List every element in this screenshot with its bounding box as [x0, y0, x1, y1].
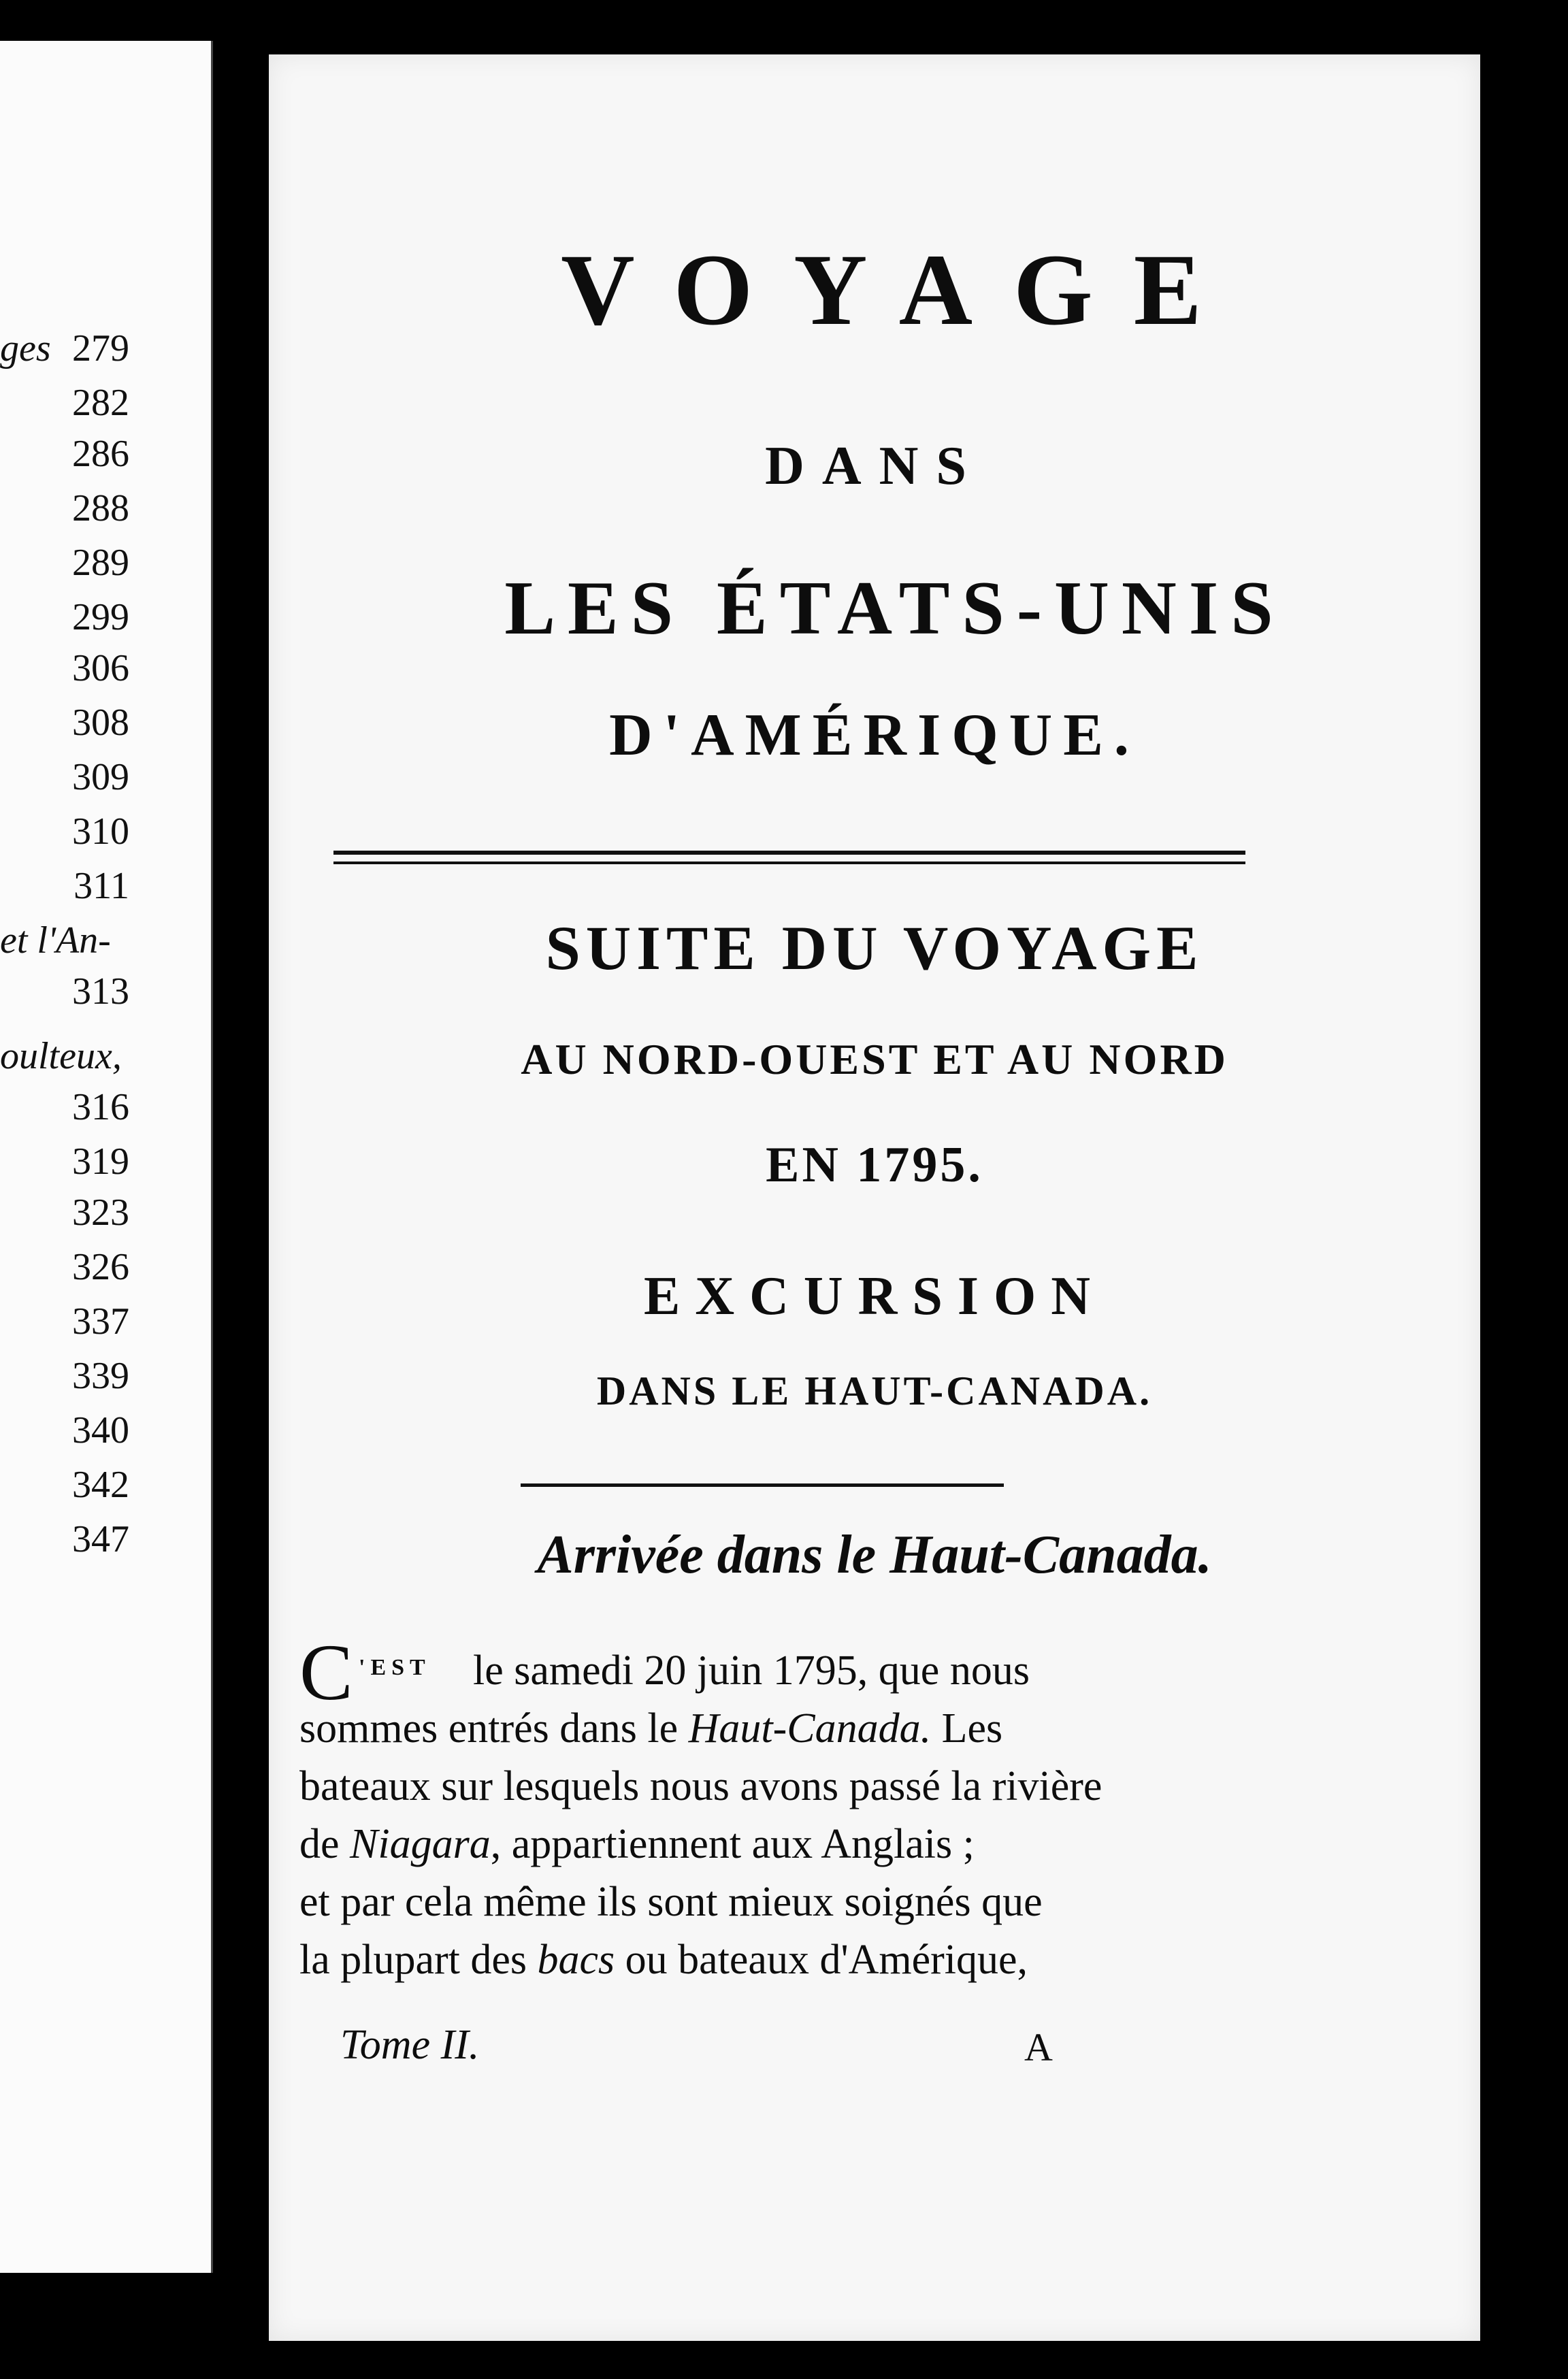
left-page-number: 316 — [72, 1086, 129, 1128]
body-italic-word: bacs — [537, 1937, 615, 1983]
double-rule-divider — [333, 851, 1245, 864]
body-text: Les — [931, 1705, 1003, 1752]
subtitle-haut-canada: DANS LE HAUT-CANADA. — [596, 1368, 1153, 1413]
main-title-etats-unis: LES ÉTATS-UNIS — [504, 566, 1286, 651]
left-page-number: 319 — [72, 1141, 129, 1183]
body-line — [473, 1647, 1222, 1695]
left-page-number: 347 — [72, 1518, 129, 1560]
body-text: la plupart des — [299, 1937, 538, 1983]
left-fragment-ges: ges — [0, 327, 51, 370]
left-page-number: 310 — [72, 810, 129, 853]
main-title-voyage: VOYAGE — [561, 233, 1243, 346]
short-rule-divider — [521, 1483, 1004, 1487]
left-page-number: 288 — [72, 487, 129, 529]
drop-cap: C — [299, 1628, 353, 1717]
left-facing-page — [0, 41, 213, 2273]
body-text: , appartiennent aux Anglais ; — [490, 1821, 975, 1867]
body-line: bateaux sur lesquels nous avons passé la rivière — [299, 1763, 1102, 1809]
left-page-number: 286 — [72, 433, 129, 475]
left-page-number: 339 — [72, 1355, 129, 1397]
left-page-number: 308 — [72, 702, 129, 744]
subtitle-excursion: EXCURSION — [643, 1266, 1106, 1326]
body-line — [299, 1936, 1225, 1984]
body-text: le samedi 20 juin 1795, que nous — [473, 1647, 1030, 1694]
left-fragment-et-an: et l'An- — [0, 919, 111, 962]
title-page — [269, 54, 1480, 2341]
body-line — [299, 1705, 1225, 1753]
left-page-number: 342 — [72, 1464, 129, 1506]
main-title-amerique: D'AMÉRIQUE. — [609, 702, 1140, 768]
left-page-number: 309 — [72, 756, 129, 798]
left-page-number: 323 — [72, 1192, 129, 1234]
small-caps-text: 'EST — [359, 1655, 431, 1680]
volume-footer: Tome II. — [340, 2022, 480, 2068]
left-page-number: 313 — [72, 970, 129, 1013]
main-title-dans: DANS — [765, 436, 984, 496]
left-page-number: 282 — [72, 382, 129, 424]
left-page-number: 279 — [72, 327, 129, 370]
left-page-number: 289 — [72, 542, 129, 584]
signature-mark: A — [1024, 2025, 1053, 2069]
left-fragment-oulteux: oulteux, — [0, 1035, 122, 1077]
left-page-number: 337 — [72, 1300, 129, 1343]
body-text: ou bateaux d'Amérique, — [615, 1937, 1028, 1983]
left-page-number: 311 — [74, 865, 129, 907]
subtitle-nord-ouest: AU NORD-OUEST ET AU NORD — [521, 1035, 1228, 1083]
left-page-number: 306 — [72, 647, 129, 689]
left-page-number: 326 — [72, 1246, 129, 1288]
section-heading: Arrivée dans le Haut-Canada. — [537, 1525, 1212, 1585]
body-text: sommes entrés dans le — [299, 1705, 689, 1752]
left-page-number: 299 — [72, 596, 129, 638]
subtitle-year: EN 1795. — [766, 1137, 983, 1193]
body-line: et par cela même ils sont mieux soignés que — [299, 1879, 1043, 1925]
body-text: de — [299, 1821, 350, 1867]
body-line — [299, 1820, 1225, 1869]
body-italic-place: Haut-Canada. — [688, 1705, 932, 1752]
subtitle-suite: SUITE DU VOYAGE — [545, 913, 1204, 983]
left-page-number: 340 — [72, 1409, 129, 1451]
body-italic-place: Niagara — [350, 1821, 491, 1867]
